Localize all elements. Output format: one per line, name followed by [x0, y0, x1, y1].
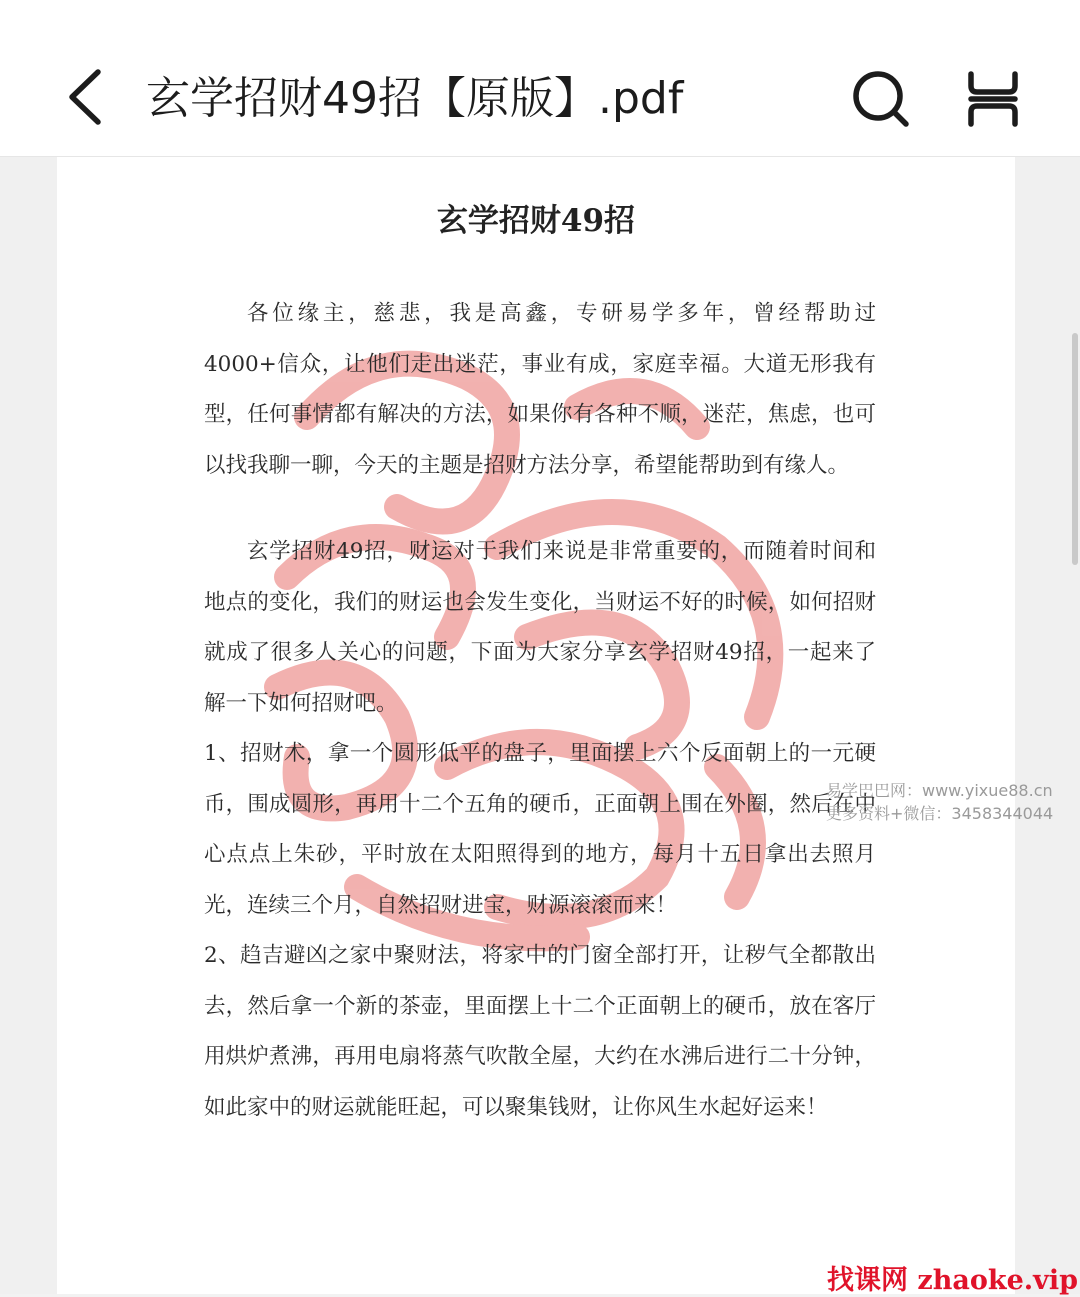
scrollbar[interactable]	[1072, 333, 1078, 565]
search-button[interactable]	[848, 66, 914, 132]
method-2-paragraph: 2、趋吉避凶之家中聚财法，将家中的门窗全部打开，让秽气全都散出去，然后拿一个新的茶壶，里面摆上十二个正面朝上的硬币，放在客厅用烘炉煮沸，再用电扇将蒸气吹散全屋，大约在水沸后进行二十分钟，如此家中的财运就能旺起，可以聚集钱财，让你风生水起好运来！	[204, 943, 876, 1120]
page-heading: 玄学招财49招	[436, 203, 636, 239]
back-button[interactable]	[58, 62, 118, 132]
expand-button[interactable]	[960, 66, 1026, 132]
expand-icon	[960, 66, 1026, 132]
document-title: 玄学招财49招【原版】.pdf	[146, 73, 684, 124]
summary-paragraph: 玄学招财49招，财运对于我们来说是非常重要的，而随着时间和地点的变化，我们的财运也会发生变化，当财运不好的时候，如何招财就成了很多人关心的问题，下面为大家分享玄学招财49招，一起来了解一下如何招财吧。	[204, 539, 876, 716]
document-body	[204, 289, 876, 1133]
side-watermark-line1: 易学巴巴网：www.yixue88.cn	[826, 781, 1053, 800]
method-1-paragraph: 1、招财术，拿一个圆形低平的盘子，里面摆上六个反面朝上的一元硬币，围成圆形，再用十二个五角的硬币，正面朝上围在外圈，然后在中心点点上朱砂，平时放在太阳照得到的地方，每月十五日拿出去照月光，连续三个月，自然招财进宝，财源滚滚而来！	[204, 741, 876, 918]
pdf-viewer[interactable]	[0, 157, 1080, 1294]
side-watermark	[826, 779, 1076, 825]
status-bar	[0, 0, 1080, 12]
corner-watermark: 找课网 zhaoke.vip	[827, 1265, 1078, 1296]
chevron-left-icon	[58, 62, 118, 132]
intro-paragraph: 各位缘主，慈悲，我是高鑫，专研易学多年，曾经帮助过4000+信众，让他们走出迷茫，事业有成，家庭幸福。大道无形我有型，任何事情都有解决的方法，如果你有各种不顺，迷茫，焦虑，也可以找我聊一聊，今天的主题是招财方法分享，希望能帮助到有缘人。	[204, 301, 876, 478]
search-icon	[848, 66, 914, 132]
pdf-page	[57, 157, 1015, 1294]
side-watermark-line2: 更多资料+微信：3458344044	[826, 804, 1054, 823]
top-toolbar	[0, 12, 1080, 157]
